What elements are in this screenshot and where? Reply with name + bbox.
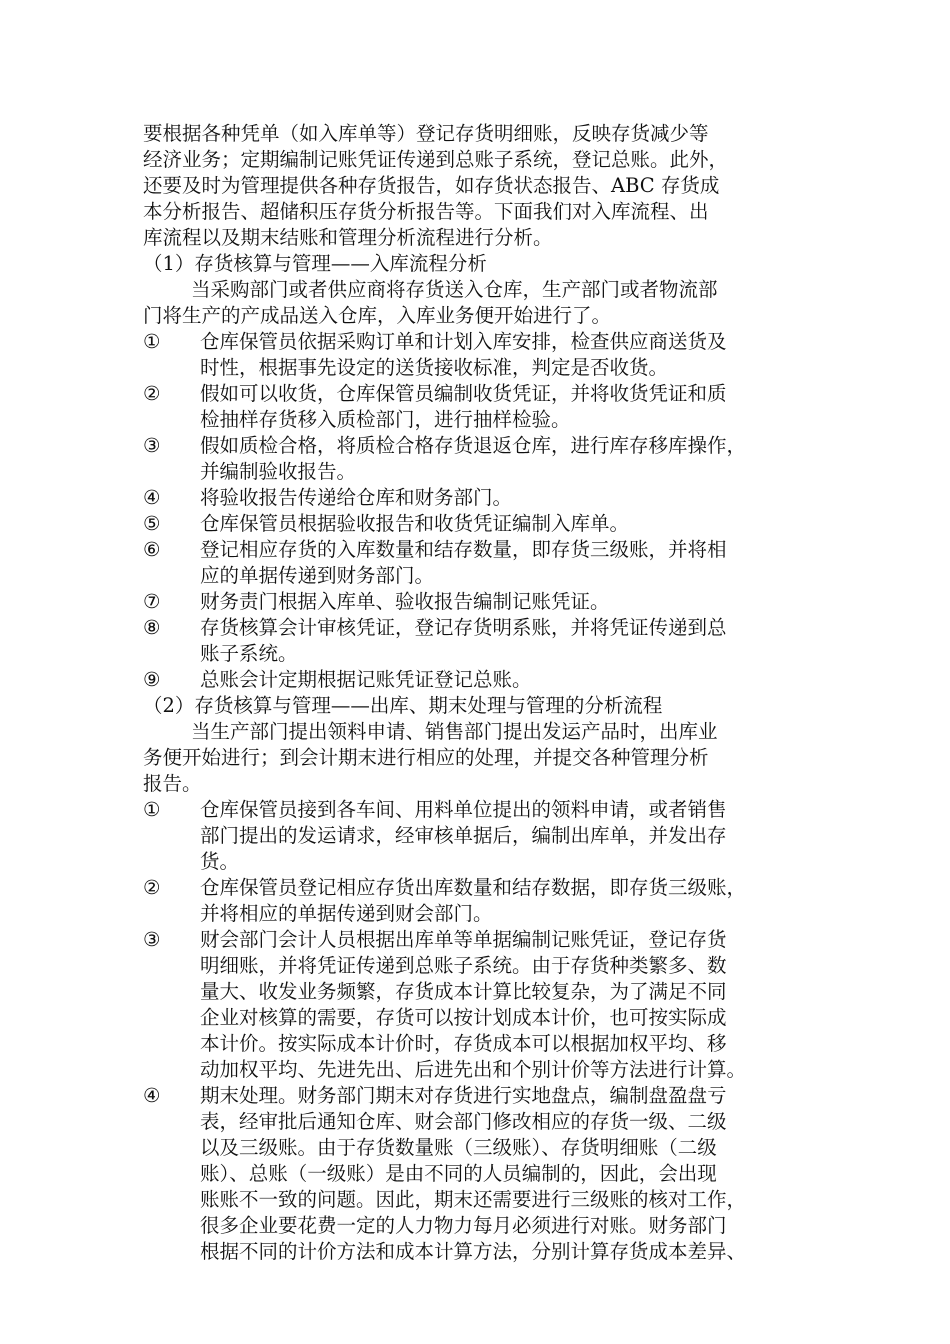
text-line: 假如质检合格，将质检合格存货退返仓库，进行库存移库操作， [200, 434, 747, 457]
text-line: 期末处理。财务部门期末对存货进行实地盘点，编制盘盈盘亏 [200, 1084, 727, 1107]
text-line: 检抽样存货移入质检部门，进行抽样检验。 [200, 408, 571, 431]
text-line: 企业对核算的需要，存货可以按计划成本计价，也可按实际成 [200, 1006, 727, 1029]
item-number: ① [143, 330, 161, 353]
text-line: 并将相应的单据传递到财会部门。 [200, 902, 493, 925]
text-line: 仓库保管员接到各车间、用料单位提出的领料申请，或者销售 [200, 798, 727, 821]
section-paragraph [143, 277, 825, 329]
list-item [143, 537, 825, 589]
list-item [143, 797, 825, 875]
text-line: 账）、总账（一级账）是由不同的人员编制的，因此，会出现 [200, 1162, 717, 1185]
item-number: ④ [143, 1084, 161, 1107]
text-line: 仓库保管员依据采购订单和计划入库安排，检查供应商送货及 [200, 330, 727, 353]
text-line: 存货核算会计审核凭证，登记存货明系账，并将凭证传递到总 [200, 616, 727, 639]
list-item [143, 329, 825, 381]
list-item [143, 615, 825, 667]
list-item [143, 667, 825, 693]
text-line: 本计价。按实际成本计价时，存货成本可以根据加权平均、移 [200, 1032, 727, 1055]
text-line: 货。 [200, 850, 240, 873]
text-line: 将验收报告传递给仓库和财务部门。 [200, 486, 513, 509]
list-item [143, 433, 825, 485]
text-line: 务便开始进行；到会计期末进行相应的处理，并提交各种管理分析 [143, 746, 709, 769]
item-number: ③ [143, 434, 161, 457]
text-line: 仓库保管员登记相应存货出库数量和结存数据，即存货三级账， [200, 876, 747, 899]
item-number: ③ [143, 928, 161, 951]
numbered-list [143, 329, 825, 693]
intro-paragraph [143, 121, 825, 251]
numbered-list [143, 797, 825, 1265]
text-line: 经济业务；定期编制记账凭证传递到总账子系统，登记总账。此外， [143, 148, 729, 171]
list-item [143, 589, 825, 615]
text-line: 应的单据传递到财务部门。 [200, 564, 435, 587]
text-line: 门将生产的产成品送入仓库，入库业务便开始进行了。 [143, 304, 612, 327]
item-number: ① [143, 798, 161, 821]
section-paragraph [143, 719, 825, 797]
item-number: ④ [143, 486, 161, 509]
text-line: 当采购部门或者供应商将存货送入仓库，生产部门或者物流部 [191, 278, 718, 301]
list-item [143, 381, 825, 433]
document-body [143, 121, 825, 1265]
text-line: 并编制验收报告。 [200, 460, 357, 483]
text-line: 总账会计定期根据记账凭证登记总账。 [200, 668, 532, 691]
item-number: ⑤ [143, 512, 161, 535]
section-heading: （2）存货核算与管理——出库、期末处理与管理的分析流程 [143, 694, 663, 717]
text-line: 部门提出的发运请求，经审核单据后，编制出库单，并发出存 [200, 824, 727, 847]
list-item [143, 927, 825, 1083]
text-line: 仓库保管员根据验收报告和收货凭证编制入库单。 [200, 512, 630, 535]
text-line: 登记相应存货的入库数量和结存数量，即存货三级账，并将相 [200, 538, 727, 561]
item-number: ⑦ [143, 590, 161, 613]
text-line: 明细账，并将凭证传递到总账子系统。由于存货种类繁多、数 [200, 954, 727, 977]
text-line: 要根据各种凭单（如入库单等）登记存货明细账，反映存货减少等 [143, 122, 709, 145]
list-item [143, 875, 825, 927]
text-line: 库流程以及期末结账和管理分析流程进行分析。 [143, 226, 553, 249]
text-line: 账子系统。 [200, 642, 298, 665]
text-line: 账账不一致的问题。因此，期末还需要进行三级账的核对工作， [200, 1188, 747, 1211]
item-number: ⑧ [143, 616, 161, 639]
text-line: 财务责门根据入库单、验收报告编制记账凭证。 [200, 590, 610, 613]
text-line: 动加权平均、先进先出、后进先出和个别计价等方法进行计算。 [200, 1058, 747, 1081]
text-line: 假如可以收货，仓库保管员编制收货凭证，并将收货凭证和质 [200, 382, 727, 405]
item-number: ② [143, 876, 161, 899]
text-line: 根据不同的计价方法和成本计算方法，分别计算存货成本差异、 [200, 1240, 747, 1263]
text-line: 报告。 [143, 772, 202, 795]
item-number: ⑨ [143, 668, 161, 691]
item-number: ② [143, 382, 161, 405]
text-line: 还要及时为管理提供各种存货报告，如存货状态报告、ABC 存货成 [143, 174, 720, 197]
section-heading: （1）存货核算与管理——入库流程分析 [143, 252, 487, 275]
list-item [143, 1083, 825, 1265]
text-line: 时性，根据事先设定的送货接收标准，判定是否收货。 [200, 356, 669, 379]
item-number: ⑥ [143, 538, 161, 561]
text-line: 很多企业要花费一定的人力物力每月必须进行对账。财务部门 [200, 1214, 727, 1237]
list-item [143, 485, 825, 511]
text-line: 本分析报告、超储积压存货分析报告等。下面我们对入库流程、出 [143, 200, 709, 223]
text-line: 当生产部门提出领料申请、销售部门提出发运产品时，出库业 [191, 720, 718, 743]
text-line: 以及三级账。由于存货数量账（三级账）、存货明细账（二级 [200, 1136, 717, 1159]
list-item [143, 511, 825, 537]
text-line: 表，经审批后通知仓库、财会部门修改相应的存货一级、二级 [200, 1110, 727, 1133]
text-line: 财会部门会计人员根据出库单等单据编制记账凭证，登记存货 [200, 928, 727, 951]
text-line: 量大、收发业务频繁，存货成本计算比较复杂，为了满足不同 [200, 980, 727, 1003]
